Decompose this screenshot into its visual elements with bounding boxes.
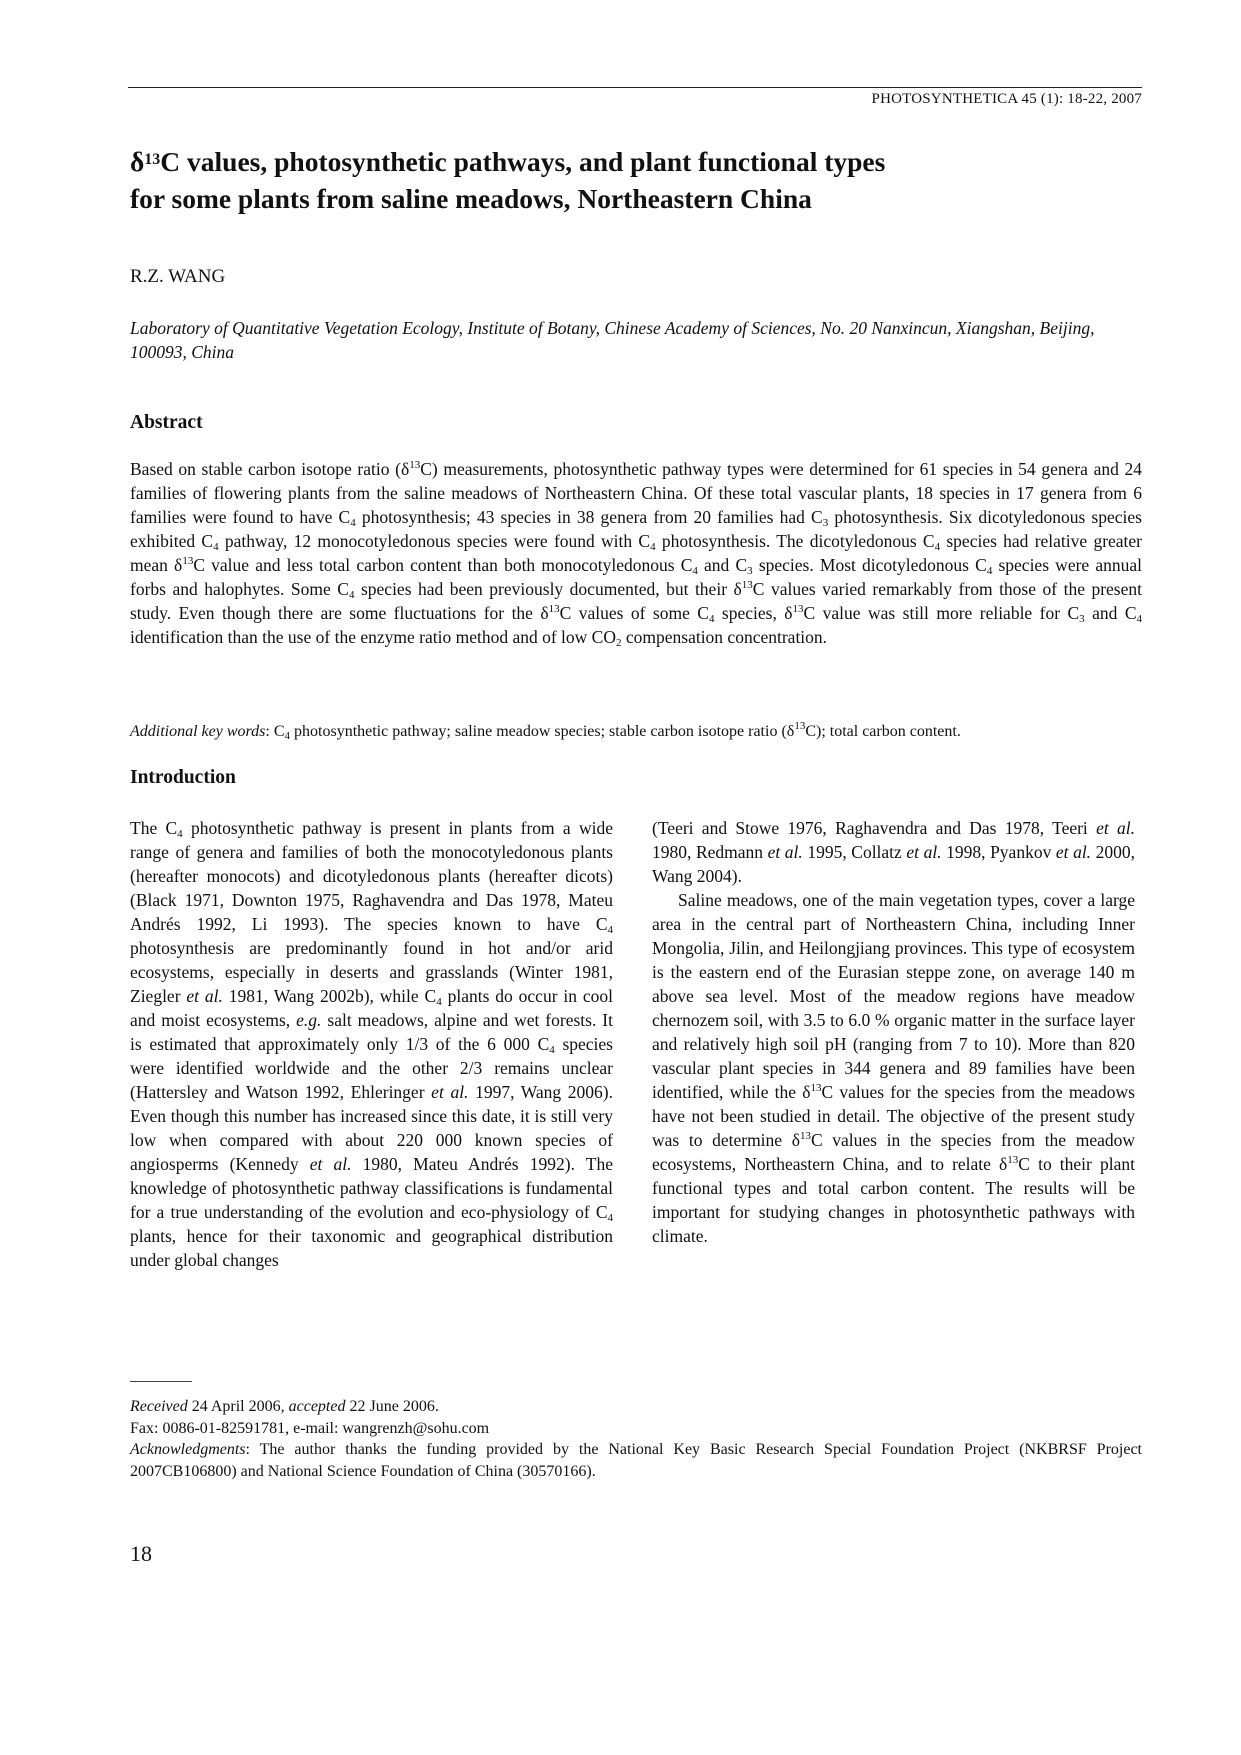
author: R.Z. WANG	[130, 266, 226, 287]
footnotes	[130, 1396, 1142, 1482]
received-line: Received 24 April 2006, accepted 22 June 2006.	[130, 1398, 439, 1415]
title-line2: for some plants from saline meadows, Northeastern China	[130, 183, 812, 214]
contact-line: Fax: 0086-01-82591781, e-mail: wangrenzh@sohu.com	[130, 1419, 490, 1437]
title-prefix: δ	[130, 146, 145, 177]
article-title	[130, 143, 1030, 217]
title-line1: C values, photosynthetic pathways, and plant functional types	[160, 146, 886, 177]
running-head: PHOTOSYNTHETICA 45 (1): 18-22, 2007	[871, 91, 1142, 107]
page-number: 18	[130, 1541, 152, 1566]
introduction-left-column: The $C_4$ photosynthetic pathway is present in plants from a wide range of genera and families of both the monocotyledonous plants (hereafter monocots) and dicotyledonous plants (hereafter dicots) (Black 1971, Downton 1975, Raghavendra and Das 1978, Mateu Andrés 1992, Li 1993). The species known to have $C_4$ photosynthesis are predominantly found in hot and/or arid ecosystems, especially in deserts and grasslands (Winter 1981, Ziegler et al. 1981, Wang 2002b), while $C_4$ plants do occur in cool and moist ecosystems, e.g. salt meadows, alpine and wet forests. It is estimated that approximately only 1/3 of the 6 000 $C_4$ species were identified worldwide and the other 2/3 remains unclear (Hattersley and Watson 1992, Ehleringer et al. 1997, Wang 2006). Even though this number has increased since this date, it is still very low when compared with about 220 000 known species of angiosperms (Kennedy et al. 1980, Mateu Andrés 1992). The knowledge of photosynthetic pathway classifications is fundamental for a true understanding of the evolution and eco-physiology of $C_4$ plants, hence for their taxonomic and geographical distribution under global changes	[130, 818, 614, 1270]
affiliation: Laboratory of Quantitative Vegetation Ecology, Institute of Botany, Chinese Academy of Sciences, No. 20 Nanxincun, Xiangshan, Beijing, 100093, China	[130, 318, 1095, 362]
acknowledgments: Acknowledgments: The author thanks the funding provided by the National Key Basic Research Special Foundation Project (NKBRSF Project 2007CB106800) and National Science Foundation of China (30570166).	[130, 1441, 1142, 1480]
abstract-heading: Abstract	[130, 412, 203, 433]
header-rule	[128, 87, 1142, 88]
abstract-text: Based on stable carbon isotope ratio $(\delta^{13}C)$ measurements, photosynthetic pathway types were determined for 61 species in 54 genera and 24 families of flowering plants from the saline meadows of Northeastern China. Of these total vascular plants, 18 species in 17 genera from 6 families were found to have $C_4$ photosynthesis; 43 species in 38 genera from 20 families had $C_3$ photosynthesis. Six dicotyledonous species exhibited $C_4$ pathway, 12 monocotyledonous species were found with $C_4$ photosynthesis. The dicotyledonous $C_4$ species had relative greater mean $\delta^{13}C$ value and less total carbon content than both monocotyledonous $C_4$ and $C_3$ species. Most dicotyledonous $C_4$ species were annual forbs and halophytes. Some $C_4$ species had been previously documented, but their $\delta^{13}C$ values varied remarkably from those of the present study. Even though there are some fluctuations for the $\delta^{13}C$ values of some $C_4$ species, $\delta^{13}C$ value was still more reliable for $C_3$ and $C_4$ identification than the use of the enzyme ratio method and of low $CO_2$ compensation concentration.	[130, 459, 1143, 649]
introduction-heading: Introduction	[130, 767, 236, 788]
introduction-right-column: (Teeri and Stowe 1976, Raghavendra and Das 1978, Teeri et al. 1980, Redmann et al. 1995, Collatz et al. 1998, Pyankov et al. 2000, Wang 2004). Saline meadows, one of the main vegetation types, cover a large area in the central part of Northeastern China, including Inner Mongolia, Jilin, and Heilongjiang provinces. This type of ecosystem is the eastern end of the Eurasian steppe zone, on average 140 m above sea level. Most of the meadow regions have meadow chernozem soil, with 3.5 to 6.0 % organic matter in the surface layer and relatively high soil pH (ranging from 7 to 10). More than 820 vascular plant species in 344 genera and 89 families have been identified, while the $\delta^{13}C$ values for the species from the meadows have not been studied in detail. The objective of the present study was to determine $\delta^{13}C$ values in the species from the meadow ecosystems, Northeastern China, and to relate $\delta^{13}C$ to their plant functional types and total carbon content. The results will be important for studying changes in photosynthetic pathways with climate.	[652, 818, 1136, 1246]
footnote-rule	[130, 1381, 192, 1382]
title-superscript: 13	[144, 151, 161, 168]
key-words: Additional key words: $C_4$ photosynthetic pathway; saline meadow species; stable carbon isotope ratio $(\delta^{13}C)$; total carbon content.	[130, 720, 961, 742]
